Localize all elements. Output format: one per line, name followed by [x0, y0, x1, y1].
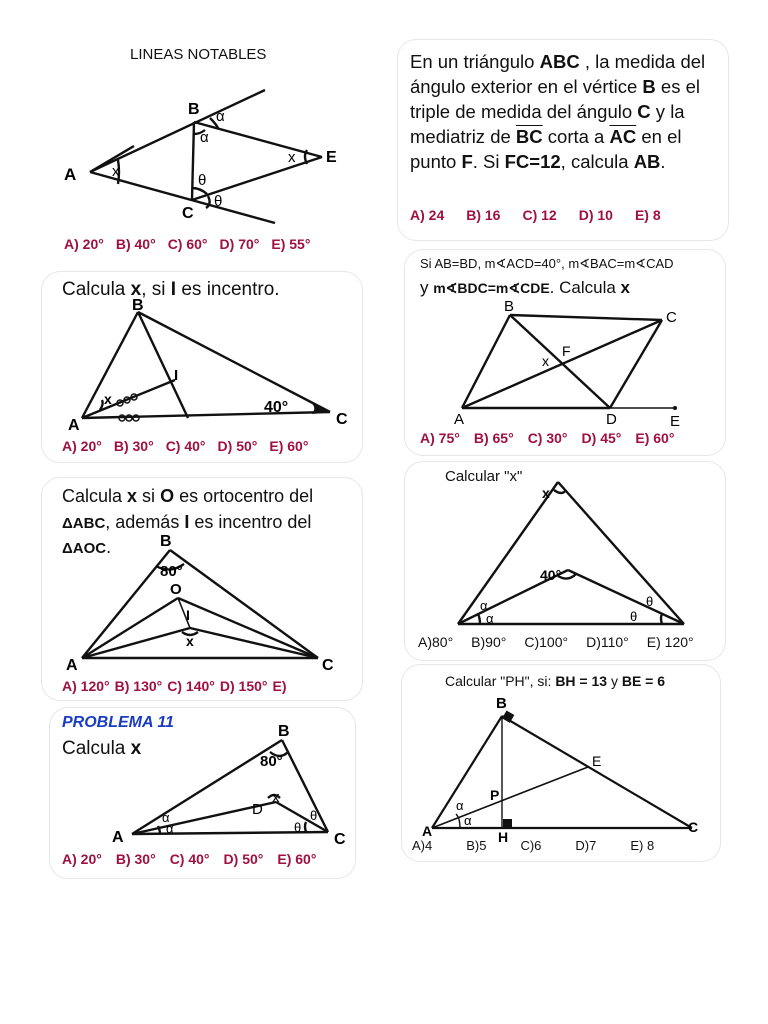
p4-label-c: C — [666, 309, 677, 326]
p3-option-d[interactable]: D) 50° — [217, 438, 258, 454]
p1-label-theta1: θ — [198, 172, 207, 189]
p5-label-x: x — [186, 633, 194, 649]
p7-label-a: A — [112, 829, 124, 846]
p7-label-angle: 80° — [260, 753, 283, 770]
p1-label-x1: x — [112, 163, 120, 180]
p2-option-c[interactable]: C) 12 — [522, 207, 557, 223]
p4-option-a[interactable]: A) 75° — [420, 430, 460, 446]
p6-option-d[interactable]: D)110° — [586, 634, 629, 650]
p5-label-b: B — [160, 533, 172, 550]
p7-label-b: B — [278, 723, 290, 740]
p8-label-b: B — [496, 695, 507, 712]
p6-option-a[interactable]: A)80° — [418, 634, 454, 650]
p4-option-b[interactable]: B) 65° — [473, 430, 514, 446]
p5-label-o: O — [170, 581, 182, 598]
p6-label-alpha2: α — [486, 611, 494, 626]
p5-label-a: A — [66, 657, 78, 674]
p6-label-alpha1: α — [480, 598, 488, 613]
p6-option-b[interactable]: B)90° — [471, 634, 507, 650]
p6-option-e[interactable]: E) 120° — [646, 634, 694, 650]
p6-options — [418, 634, 694, 650]
p3-label-angle: 40° — [264, 399, 289, 416]
p1-label-theta2: θ — [214, 193, 223, 210]
p1-label-c: C — [182, 205, 194, 222]
p7-heading: PROBLEMA 11 — [62, 714, 175, 731]
p7-options — [62, 851, 316, 867]
p5-prompt: Calcula x si O es ortocentro del ΔABC, además I es incentro del ΔAOC. — [62, 486, 314, 558]
p3-option-e[interactable]: E) 60° — [269, 438, 309, 454]
p7-label-d: D — [252, 801, 263, 818]
p1-label-alpha2: α — [200, 129, 209, 146]
p7-prompt: Calcula x — [62, 738, 142, 759]
p4-label-b: B — [504, 298, 515, 315]
p2-option-d[interactable]: D) 10 — [578, 207, 613, 223]
p8-prompt: Calcular "PH", si: BH = 13 y BE = 6 — [445, 673, 666, 689]
p1-option-a[interactable]: A) 20° — [64, 236, 104, 252]
p7-label-theta1: θ — [310, 808, 318, 823]
p5-option-b[interactable]: B) 130° — [114, 678, 163, 694]
p5-label-angle: 80° — [160, 563, 183, 580]
p1-label-a: A — [64, 165, 77, 184]
p5-figure — [60, 528, 360, 673]
p8-label-a: A — [422, 823, 433, 839]
p5-options — [62, 678, 287, 694]
p7-label-x: x — [272, 789, 280, 806]
p5-label-c: C — [322, 657, 334, 674]
p3-label-a: A — [68, 417, 80, 434]
p1-options — [64, 236, 310, 252]
p7-label-alpha1: α — [162, 810, 170, 825]
p4-options — [420, 430, 674, 446]
p3-label-x: x — [104, 391, 112, 407]
p4-figure — [450, 300, 710, 430]
p4-option-c[interactable]: C) 30° — [527, 430, 568, 446]
p3-option-b[interactable]: B) 30° — [113, 438, 154, 454]
p3-label-b: B — [132, 297, 144, 314]
p3-label-c: C — [336, 411, 348, 428]
p7-option-c[interactable]: C) 40° — [169, 851, 210, 867]
p1-label-x2: x — [288, 149, 296, 166]
p7-label-c: C — [334, 831, 346, 848]
p5-option-d[interactable]: D) 150° — [219, 678, 268, 694]
page-title: LINEAS NOTABLES — [130, 46, 267, 63]
p7-label-theta2: θ — [294, 820, 302, 835]
p7-figure — [110, 722, 360, 852]
p8-label-c: C — [688, 819, 699, 835]
p1-option-e[interactable]: E) 55° — [271, 236, 311, 252]
p6-label-theta1: θ — [646, 594, 654, 609]
p7-option-a[interactable]: A) 20° — [62, 851, 102, 867]
p7-option-b[interactable]: B) 30° — [115, 851, 156, 867]
p8-option-a[interactable]: A)4 — [412, 838, 433, 853]
p7-option-d[interactable]: D) 50° — [223, 851, 264, 867]
p4-line1: Si AB=BD, m∢ACD=40°, m∢BAC=m∢CAD — [420, 256, 674, 271]
p5-option-c[interactable]: C) 140° — [167, 678, 215, 694]
p8-figure — [420, 690, 710, 845]
p6-label-x: x — [542, 485, 550, 501]
p8-label-alpha1: α — [456, 798, 464, 813]
p1-label-b: B — [188, 101, 200, 118]
p4-label-f: F — [562, 343, 571, 359]
p1-option-c[interactable]: C) 60° — [167, 236, 208, 252]
p7-option-e[interactable]: E) 60° — [277, 851, 317, 867]
p5-option-e[interactable]: E) — [272, 678, 287, 694]
p3-label-i: I — [174, 367, 179, 384]
p1-label-e: E — [326, 149, 337, 166]
p2-option-e[interactable]: E) 8 — [634, 207, 661, 223]
p4-label-a: A — [454, 411, 465, 428]
p8-option-d[interactable]: D)7 — [575, 838, 597, 853]
p8-option-e[interactable]: E) 8 — [630, 838, 655, 853]
p8-label-p: P — [490, 787, 500, 803]
p8-options — [412, 838, 654, 853]
p1-option-b[interactable]: B) 40° — [115, 236, 156, 252]
p3-option-a[interactable]: A) 20° — [62, 438, 102, 454]
p7-label-alpha2: α — [166, 821, 174, 836]
p6-option-c[interactable]: C)100° — [524, 634, 569, 650]
p1-figure — [60, 90, 360, 240]
p3-option-c[interactable]: C) 40° — [165, 438, 206, 454]
p6-prompt: Calcular "x" — [445, 468, 523, 485]
p8-option-b[interactable]: B)5 — [466, 838, 487, 853]
p4-label-x: x — [542, 353, 549, 369]
p4-label-d: D — [606, 411, 617, 428]
p3-prompt: Calcula x, si I es incentro. — [62, 279, 280, 300]
p5-option-a[interactable]: A) 120° — [62, 678, 110, 694]
p6-label-angle: 40° — [540, 567, 562, 583]
p8-label-e: E — [592, 753, 602, 769]
p1-option-d[interactable]: D) 70° — [219, 236, 260, 252]
p6-label-theta2: θ — [630, 609, 638, 624]
p3-figure — [60, 297, 360, 435]
p2-options — [410, 207, 661, 223]
p2-prompt: En un triángulo ABC , la medida del ángulo exterior en el vértice B es el triple de medida del ángulo C y la mediatriz de $\overline{BC}$ corta a $\overline{AC}$ en el punto F. Si FC=12, calcula AB. — [410, 51, 706, 172]
p8-label-alpha2: α — [464, 813, 472, 828]
p6-figure — [450, 480, 710, 630]
p8-option-c[interactable]: C)6 — [520, 838, 542, 853]
p2-option-b[interactable]: B) 16 — [466, 207, 501, 223]
p4-label-e: E — [670, 413, 681, 430]
p8-label-h: H — [498, 829, 509, 845]
p4-line2: y m∢BDC=m∢CDE. Calcula x — [420, 278, 631, 297]
p2-option-a[interactable]: A) 24 — [410, 207, 445, 223]
p1-label-alpha1: α — [216, 108, 225, 125]
p4-option-e[interactable]: E) 60° — [635, 430, 675, 446]
p3-options — [62, 438, 308, 454]
p4-option-d[interactable]: D) 45° — [581, 430, 622, 446]
p5-label-i: I — [186, 607, 190, 623]
